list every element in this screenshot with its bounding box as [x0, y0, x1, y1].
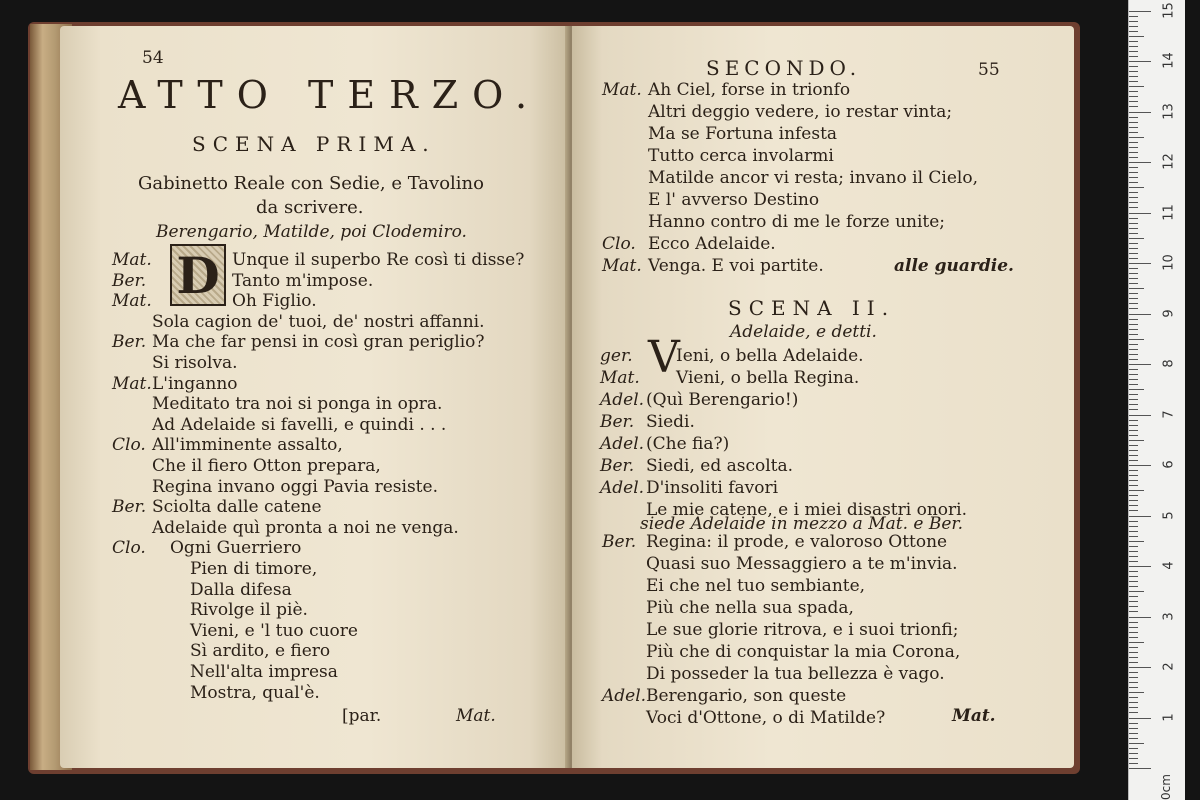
ruler-number: 10 [1161, 254, 1177, 271]
ruler-tick [1129, 364, 1151, 365]
speaker-label: Ber. [600, 456, 635, 476]
ruler-number: 3 [1161, 611, 1177, 621]
ruler-number: 7 [1161, 409, 1177, 419]
ruler-tick [1129, 627, 1138, 628]
ruler-tick [1129, 86, 1144, 87]
ruler-tick [1129, 61, 1151, 62]
verse-line: Vieni, o bella Regina. [676, 368, 860, 388]
ruler-tick [1129, 394, 1138, 395]
ruler-tick [1129, 91, 1138, 92]
ruler-tick [1129, 420, 1138, 421]
ruler-tick [1129, 415, 1151, 416]
ruler-tick [1129, 677, 1138, 678]
ruler-tick [1129, 167, 1138, 168]
ruler-tick [1129, 425, 1138, 426]
speaker-label: Clo. [112, 538, 146, 559]
ruler-tick [1129, 112, 1151, 113]
ruler-tick [1129, 480, 1138, 481]
verse-line: Voci d'Ottone, o di Matilde? [646, 708, 886, 728]
left-page-number: 54 [142, 48, 164, 68]
ruler-tick [1129, 682, 1138, 683]
speaker-label: Mat. [112, 291, 152, 312]
ruler-tick [1129, 157, 1138, 158]
ruler-tick [1129, 319, 1138, 320]
ruler-tick [1129, 278, 1138, 279]
verse-line: Sola cagion de' tuoi, de' nostri affanni. [152, 311, 485, 332]
verse-line: L'inganno [152, 373, 238, 394]
ruler-tick [1129, 566, 1151, 567]
ruler-tick [1129, 177, 1138, 178]
ruler-tick [1129, 642, 1144, 643]
ruler-tick [1129, 541, 1144, 542]
verse-line: Tanto m'impose. [232, 270, 374, 291]
ruler-tick [1129, 207, 1138, 208]
ruler-tick [1129, 132, 1138, 133]
ruler-tick [1129, 308, 1138, 309]
ruler-tick [1129, 743, 1144, 744]
ruler-tick [1129, 450, 1138, 451]
ruler-number: 6 [1161, 460, 1177, 469]
ruler-tick [1129, 521, 1138, 522]
ruler-tick [1129, 576, 1138, 577]
ruler-tick [1129, 546, 1138, 547]
ruler-tick [1129, 314, 1151, 315]
ruler-tick [1129, 758, 1138, 759]
ruler-tick [1129, 702, 1138, 703]
ruler-tick [1129, 718, 1151, 719]
verse-line: Ma che far pensi in così gran periglio? [152, 332, 485, 353]
verse-line: Le sue glorie ritrova, e i suoi trionfi; [646, 620, 959, 640]
ruler-number: 15 [1161, 1, 1177, 19]
ruler-number: 4 [1161, 561, 1177, 570]
ruler-tick [1129, 349, 1138, 350]
ruler-tick [1129, 147, 1138, 148]
ruler-tick [1129, 647, 1138, 648]
verse-line: Matilde ancor vi resta; invano il Cielo, [648, 168, 978, 188]
verse-line: Più che di conquistar la mia Corona, [646, 642, 961, 662]
ruler-tick [1129, 142, 1138, 143]
ruler-tick [1129, 56, 1138, 57]
ruler-tick [1129, 601, 1138, 602]
ruler-tick [1129, 26, 1138, 27]
speaker-label: Mat. [600, 368, 640, 388]
verse-line: Sciolta dalle catene [152, 497, 322, 518]
ruler-tick [1129, 531, 1138, 532]
verse-line: Nell'alta impresa [190, 662, 338, 682]
ruler-tick [1129, 11, 1151, 12]
right-page [572, 26, 1074, 768]
verse-line: Dalla difesa [190, 579, 292, 600]
verse-line: Vieni, e 'l tuo cuore [190, 620, 358, 641]
act-title: ATTO TERZO. [118, 73, 542, 117]
verse-line: E l' avverso Destino [648, 190, 820, 210]
ruler-tick [1129, 672, 1138, 673]
verse-line: Meditato tra noi si ponga in opra. [152, 394, 443, 415]
ruler-tick [1129, 728, 1138, 729]
ruler-tick [1129, 122, 1138, 123]
ruler-tick [1129, 96, 1138, 97]
ruler-tick [1129, 404, 1138, 405]
ruler-tick [1129, 632, 1138, 633]
verse-line: Quasi suo Messaggiero a te m'invia. [646, 554, 958, 574]
ruler-tick [1129, 379, 1138, 380]
ruler-tick [1129, 510, 1138, 511]
verse-line: Oh Figlio. [232, 291, 317, 312]
ruler-tick [1129, 409, 1138, 410]
ruler-tick [1129, 162, 1151, 163]
ruler-tick [1129, 551, 1138, 552]
ruler-tick [1129, 66, 1138, 67]
ruler-tick [1129, 455, 1138, 456]
ruler-tick [1129, 192, 1138, 193]
right-catchword: Mat. [952, 706, 996, 726]
speaker-label: Ber. [112, 270, 147, 291]
verse-line: Che il fiero Otton prepara, [152, 456, 381, 476]
ruler-tick [1129, 253, 1138, 254]
ruler-tick [1129, 258, 1138, 259]
ruler-tick [1129, 662, 1138, 663]
verse-line: Di posseder la tua bellezza è vago. [646, 664, 945, 684]
verse-line: Ah Ciel, forse in trionfo [648, 80, 851, 100]
ruler-tick [1129, 556, 1138, 557]
ruler-tick [1129, 445, 1138, 446]
ruler-number: 2 [1161, 662, 1177, 671]
ruler-tick [1129, 571, 1138, 572]
ruler-tick [1129, 293, 1138, 294]
ruler-tick [1129, 712, 1138, 713]
verse-line: Ei che nel tuo sembiante, [646, 576, 866, 596]
verse-line: Ieni, o bella Adelaide. [676, 346, 864, 366]
ruler-tick [1129, 374, 1138, 375]
ruler-tick [1129, 738, 1138, 739]
ruler-tick [1129, 389, 1144, 390]
verse-line: D'insoliti favori [646, 478, 779, 498]
ruler-tick [1129, 288, 1144, 289]
ruler-tick [1129, 657, 1138, 658]
speaker-label: Adel. [602, 686, 647, 706]
left-catchword: Mat. [456, 706, 496, 726]
verse-line: Ad Adelaide si favelli, e quindi . . . [152, 414, 447, 435]
speaker-label: Mat. [602, 80, 642, 100]
ruler-tick [1129, 622, 1138, 623]
speaker-label: Ber. [112, 497, 147, 518]
ruler-tick [1129, 637, 1138, 638]
ruler-tick [1129, 768, 1151, 769]
verse-line: (Quì Berengario!) [646, 390, 799, 410]
ruler-tick [1129, 41, 1138, 42]
verse-line: Siedi, ed ascolta. [646, 456, 794, 476]
ruler-tick [1129, 233, 1138, 234]
ruler-tick [1129, 697, 1138, 698]
verse-line: Mostra, qual'è. [190, 682, 320, 703]
aside-guards: alle guardie. [894, 256, 1014, 276]
speaker-label: Clo. [602, 234, 636, 254]
ruler-number: 12 [1161, 153, 1177, 170]
ruler-tick [1129, 71, 1138, 72]
ruler-tick [1129, 137, 1144, 138]
ruler-tick [1129, 303, 1138, 304]
running-head: SECONDO. [706, 56, 862, 80]
ruler-tick [1129, 495, 1138, 496]
ruler-tick [1129, 516, 1151, 517]
speaker-label: Ber. [112, 332, 147, 353]
ruler-tick [1129, 182, 1138, 183]
ruler-tick [1129, 399, 1138, 400]
ruler-number: 5 [1161, 510, 1177, 520]
characters-line: Berengario, Matilde, poi Clodemiro. [156, 222, 467, 242]
right-page-number: 55 [978, 60, 1000, 80]
verse-line: Più che nella sua spada, [646, 598, 854, 618]
ruler-tick [1129, 31, 1138, 32]
ruler-number: 8 [1161, 359, 1177, 368]
speaker-label: Adel. [600, 478, 645, 498]
ruler-tick [1129, 36, 1144, 37]
verse-line: Ma se Fortuna infesta [648, 124, 838, 144]
speaker-label: Ber. [600, 412, 635, 432]
speaker-label: Adel. [600, 434, 645, 454]
ruler-tick [1129, 460, 1138, 461]
ruler-tick [1129, 172, 1138, 173]
ruler-tick [1129, 324, 1138, 325]
stage-direction-sits: siede Adelaide in mezzo a Mat. e Ber. [640, 514, 964, 534]
ruler-tick [1129, 384, 1138, 385]
ruler-tick [1129, 500, 1138, 501]
ruler-tick [1129, 268, 1138, 269]
verse-line: Regina invano oggi Pavia resiste. [152, 476, 438, 497]
ruler-tick [1129, 283, 1138, 284]
verse-line: Tutto cerca involarmi [648, 146, 834, 166]
verse-line: Sì ardito, e fiero [190, 641, 331, 662]
ruler-tick [1129, 505, 1138, 506]
verse-line: Venga. E voi partite. [648, 256, 824, 276]
ruler-tick [1129, 339, 1144, 340]
ruler-tick [1129, 76, 1138, 77]
ruler-tick [1129, 152, 1138, 153]
ruler-tick [1129, 617, 1151, 618]
verse-line: Pien di timore, [190, 559, 318, 579]
ruler-tick [1129, 334, 1138, 335]
ruler-tick [1129, 329, 1138, 330]
ruler-tick [1129, 223, 1138, 224]
setting-line-1: Gabinetto Reale con Sedie, e Tavolino [138, 173, 484, 194]
ruler-tick [1129, 248, 1138, 249]
verse-line: Hanno contro di me le forze unite; [648, 212, 946, 232]
ruler-number: 1 [1161, 712, 1177, 722]
verse-line: Rivolge il piè. [190, 600, 308, 621]
speaker-label: Mat. [602, 256, 642, 276]
verse-line: Ogni Guerriero [170, 538, 302, 559]
ruler-tick [1129, 344, 1138, 345]
ruler-tick [1129, 586, 1138, 587]
speaker-label: ger. [600, 346, 633, 366]
ruler-tick [1129, 298, 1138, 299]
ruler-tick [1129, 435, 1138, 436]
scene-2-title: SCENA II. [728, 296, 896, 320]
ruler-tick [1129, 687, 1138, 688]
ruler-tick [1129, 470, 1138, 471]
verse-line: Adelaide quì pronta a noi ne venga. [152, 517, 459, 538]
ruler-tick [1129, 748, 1138, 749]
ruler-tick [1129, 202, 1138, 203]
ruler-tick [1129, 475, 1138, 476]
speaker-label: Mat. [112, 373, 152, 394]
ruler-tick [1129, 536, 1138, 537]
ruler-number: 11 [1161, 203, 1177, 221]
ruler-tick [1129, 652, 1138, 653]
big-initial-v: V [648, 332, 680, 383]
ruler-unit: 0cm [1158, 774, 1173, 800]
ruler-tick [1129, 359, 1138, 360]
speaker-label: Clo. [112, 435, 146, 456]
scene-title: SCENA PRIMA. [192, 132, 436, 156]
speaker-label: Adel. [600, 390, 645, 410]
ruler-tick [1129, 106, 1138, 107]
ruler-number: 9 [1161, 308, 1177, 318]
ruler-tick [1129, 707, 1138, 708]
verse-line: All'imminente assalto, [152, 435, 343, 456]
ruler-tick [1129, 369, 1138, 370]
measuring-ruler [1128, 0, 1185, 800]
ruler-tick [1129, 485, 1138, 486]
ruler-tick [1129, 273, 1138, 274]
ruler-tick [1129, 733, 1138, 734]
ruler-tick [1129, 46, 1138, 47]
ruler-tick [1129, 465, 1151, 466]
verse-line: (Che fia?) [646, 434, 730, 454]
ruler-tick [1129, 228, 1138, 229]
ruler-tick [1129, 127, 1138, 128]
ruler-tick [1129, 753, 1138, 754]
verse-line: Unque il superbo Re così ti disse? [232, 250, 525, 270]
ruler-tick [1129, 51, 1138, 52]
ruler-tick [1129, 581, 1138, 582]
ruler-tick [1129, 611, 1138, 612]
ruler-tick [1129, 561, 1138, 562]
speaker-label: Mat. [112, 250, 152, 270]
ruler-tick [1129, 81, 1138, 82]
ruler-tick [1129, 101, 1138, 102]
stage-direction: [par. [342, 706, 382, 726]
ruler-tick [1129, 263, 1151, 264]
ruler-tick [1129, 430, 1138, 431]
ruler-tick [1129, 490, 1144, 491]
ruler-tick [1129, 692, 1144, 693]
ruler-tick [1129, 238, 1144, 239]
verse-line: Berengario, son queste [646, 686, 847, 706]
left-page [60, 26, 570, 768]
verse-line: Le mie catene, e i miei disastri onori. [646, 500, 967, 520]
speaker-label: Ber. [602, 532, 637, 552]
verse-line: Siedi. [646, 412, 695, 432]
ruler-tick [1129, 723, 1138, 724]
setting-line-2: da scrivere. [256, 197, 364, 218]
ruler-tick [1129, 526, 1138, 527]
ruler-tick [1129, 218, 1138, 219]
ruler-tick [1129, 440, 1144, 441]
verse-line: Altri deggio vedere, io restar vinta; [648, 102, 953, 122]
drop-cap-initial: D [170, 244, 226, 306]
verse-line: Ecco Adelaide. [648, 234, 776, 254]
ruler-tick [1129, 187, 1144, 188]
scene-2-characters: Adelaide, e detti. [730, 322, 877, 342]
ruler-tick [1129, 197, 1138, 198]
verse-line: Si risolva. [152, 353, 238, 373]
verse-line: Regina: il prode, e valoroso Ottone [646, 532, 948, 552]
ruler-tick [1129, 591, 1144, 592]
ruler-tick [1129, 354, 1138, 355]
ruler-tick [1129, 667, 1151, 668]
ruler-tick [1129, 606, 1138, 607]
ruler-tick [1129, 16, 1138, 17]
ruler-number: 13 [1161, 102, 1177, 120]
ruler-tick [1129, 243, 1138, 244]
ruler-tick [1129, 763, 1138, 764]
ruler-tick [1129, 21, 1138, 22]
ruler-tick [1129, 117, 1138, 118]
ruler-number: 14 [1161, 52, 1177, 69]
ruler-tick [1129, 213, 1151, 214]
ruler-tick [1129, 596, 1138, 597]
